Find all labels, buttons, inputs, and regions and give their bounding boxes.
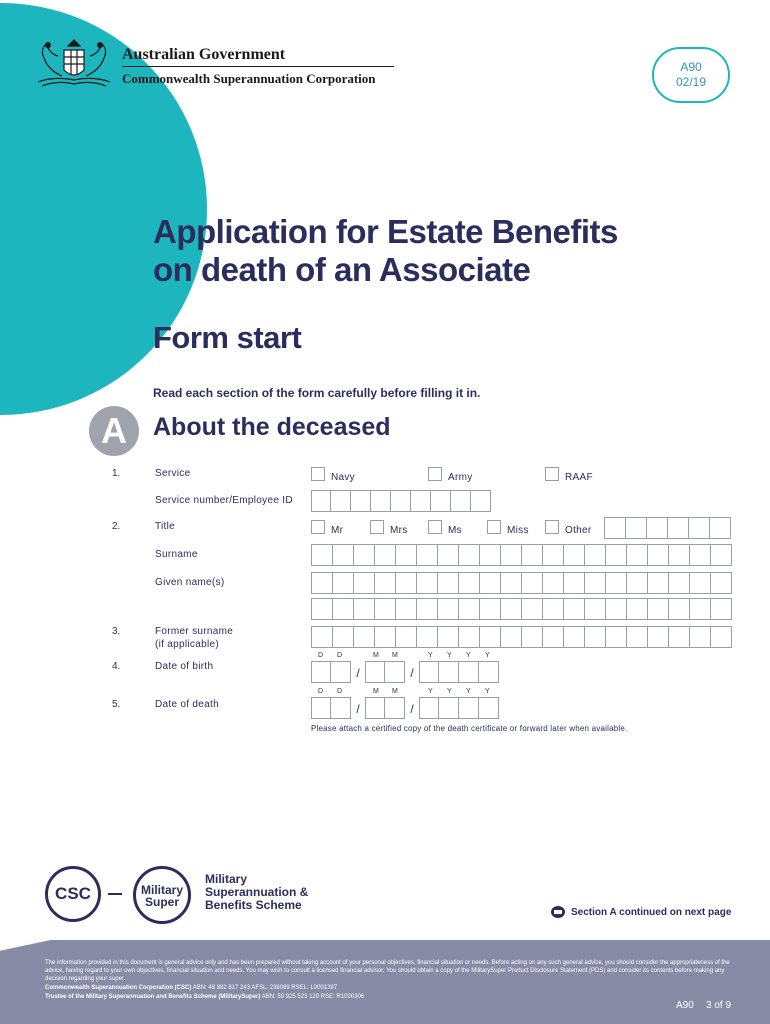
continued-notice: Section A continued on next page (571, 907, 732, 918)
date-of-death-format-hint: D D M M Y Y Y Y (318, 688, 491, 695)
section-letter-badge: A (89, 406, 139, 456)
date-of-death-field[interactable]: / / (311, 697, 499, 719)
title-mr-label: Mr (331, 525, 344, 536)
title-other-field[interactable] (604, 517, 731, 539)
arrow-circle-icon (551, 906, 565, 918)
trustee-registration: Trustee of the Military Superannuation and Benefits Scheme (MilitarySuper) ABN: 50 925 523 120 RSE: R1000306 (45, 994, 365, 1000)
form-date: 02/19 (675, 75, 707, 89)
title-ms-checkbox[interactable] (428, 520, 442, 534)
logo-divider (108, 893, 122, 895)
date-of-birth-field[interactable]: / / (311, 661, 499, 683)
csc-logo: CSC (45, 866, 101, 922)
service-raaf-label: RAAF (565, 472, 593, 483)
former-surname-qualifier: (if applicable) (155, 639, 219, 650)
page-number: 3 of 9 (706, 1000, 732, 1011)
surname-field[interactable] (311, 544, 732, 566)
form-code-badge (652, 47, 730, 103)
title-mrs-checkbox[interactable] (370, 520, 384, 534)
title-other-label: Other (565, 525, 592, 536)
page-form-code: A90 (676, 1000, 694, 1011)
title-miss-checkbox[interactable] (487, 520, 501, 534)
title-ms-label: Ms (448, 525, 462, 536)
form-title-line-2: on death of an Associate (153, 251, 531, 288)
service-raaf-checkbox[interactable] (545, 467, 559, 481)
form-title-line-1: Application for Estate Benefits (153, 213, 618, 250)
title-label: Title (155, 521, 176, 532)
csc-registration: Commonwealth Superannuation Corporation (CSC) ABN: 48 882 817 243 AFSL: 238069 RSEL: L0001397 (45, 985, 338, 991)
given-names-field-line-2[interactable] (311, 598, 732, 620)
form-code: A90 (680, 60, 702, 74)
given-names-label: Given name(s) (155, 577, 225, 588)
service-army-label: Army (448, 472, 473, 483)
title-mrs-label: Mrs (390, 525, 408, 536)
service-navy-checkbox[interactable] (311, 467, 325, 481)
organisation-name: Commonwealth Superannuation Corporation (122, 71, 376, 86)
date-of-birth-format-hint: D D M M Y Y Y Y (318, 652, 491, 659)
question-number: 5. (112, 699, 121, 710)
date-of-death-label: Date of death (155, 699, 219, 710)
header-divider (122, 66, 394, 67)
service-army-checkbox[interactable] (428, 467, 442, 481)
given-names-field-line-1[interactable] (311, 572, 732, 594)
service-label: Service (155, 468, 191, 479)
service-number-field[interactable] (311, 490, 491, 512)
militarysuper-logo: Military Super (133, 866, 191, 924)
title-miss-label: Miss (507, 525, 529, 536)
service-number-label: Service number/Employee ID (155, 495, 293, 506)
agency-name: Australian Government (122, 46, 286, 63)
question-number: 2. (112, 521, 121, 532)
section-heading: About the deceased (153, 413, 391, 441)
service-navy-label: Navy (331, 472, 355, 483)
surname-label: Surname (155, 549, 198, 560)
question-number: 3. (112, 626, 121, 637)
death-certificate-note: Please attach a certified copy of the death certificate or forward later when available. (311, 724, 628, 733)
question-number: 4. (112, 661, 121, 672)
form-start-heading: Form start (153, 320, 302, 355)
form-instructions: Read each section of the form carefully before filling it in. (153, 386, 481, 400)
scheme-name: Military Superannuation & Benefits Scheme (205, 872, 309, 912)
former-surname-field[interactable] (311, 626, 732, 648)
question-number: 1. (112, 468, 121, 479)
date-of-birth-label: Date of birth (155, 661, 214, 672)
former-surname-label: Former surname (155, 626, 234, 637)
disclaimer-text: The information provided in this document is general advice only and has been prepared without taking account of your personal objectives, financial situation or needs. Before acting on any such general advice, you should consider the appropriateness of the advice, having regard to your own objectives, financial situation and needs. You may wish to consult a licensed financial advisor. You should obtain a copy of the MilitarySuper Product Disclosure Statement (PDS) and consider its contents before making any decision regarding your super. (45, 960, 730, 982)
coat-of-arms-icon (34, 36, 114, 88)
title-other-checkbox[interactable] (545, 520, 559, 534)
title-mr-checkbox[interactable] (311, 520, 325, 534)
